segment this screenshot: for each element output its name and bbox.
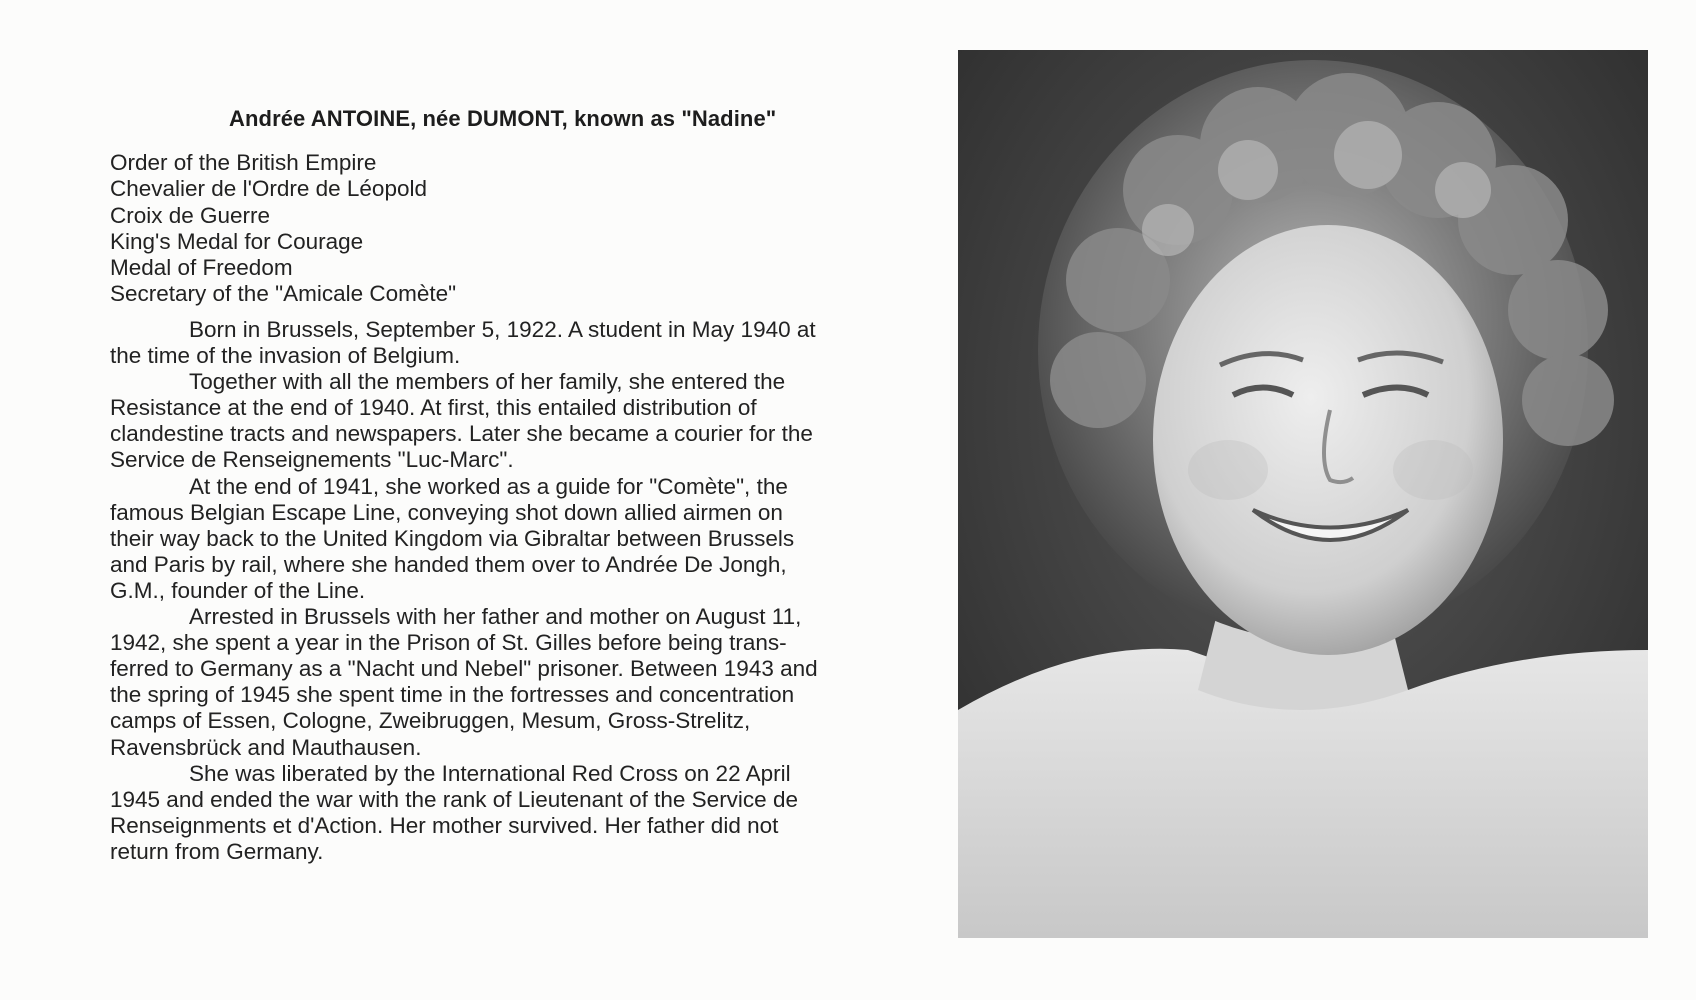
- bio-line: At the end of 1941, she worked as a guide for "Comète", the: [189, 473, 788, 499]
- portrait-photo: [958, 50, 1648, 938]
- bio-line: clandestine tracts and newspapers. Later she became a courier for the: [110, 421, 813, 447]
- honour-item: Chevalier de l'Ordre de Léopold: [110, 176, 427, 202]
- bio-line: camps of Essen, Cologne, Zweibruggen, Mesum, Gross-Strelitz,: [110, 708, 751, 734]
- bio-line: and Paris by rail, where she handed them over to Andrée De Jongh,: [110, 551, 787, 577]
- honours-list: [110, 150, 870, 308]
- bio-line: ferred to Germany as a "Nacht und Nebel" prisoner. Between 1943 and: [110, 656, 818, 682]
- honour-item: Croix de Guerre: [110, 202, 271, 228]
- face-shape: [1153, 225, 1503, 655]
- bio-line: Ravensbrück and Mauthausen.: [110, 734, 422, 760]
- honour-item: King's Medal for Courage: [110, 228, 364, 254]
- bio-line: Renseignments et d'Action. Her mother survived. Her father did not: [110, 812, 779, 838]
- bio-line: the spring of 1945 she spent time in the fortresses and concentration: [110, 682, 795, 708]
- bio-line: G.M., founder of the Line.: [110, 577, 366, 603]
- portrait-illustration: [958, 50, 1648, 938]
- bio-line: the time of the invasion of Belgium.: [110, 343, 461, 369]
- honour-item: Medal of Freedom: [110, 255, 293, 281]
- bio-line: She was liberated by the International Red Cross on 22 April: [189, 760, 791, 786]
- honour-item: Order of the British Empire: [110, 150, 377, 175]
- bio-line: Resistance at the end of 1940. At first, this entailed distribution of: [110, 395, 757, 421]
- page-title: Andrée ANTOINE, née DUMONT, known as "Nadine": [229, 106, 777, 131]
- honour-item: Secretary of the "Amicale Comète": [110, 281, 457, 307]
- bio-line: Arrested in Brussels with her father and mother on August 11,: [189, 604, 802, 630]
- bio-line: their way back to the United Kingdom via Gibraltar between Brussels: [110, 525, 795, 551]
- bio-line: return from Germany.: [110, 838, 324, 864]
- bio-line: 1945 and ended the war with the rank of Lieutenant of the Service de: [110, 786, 798, 812]
- bio-line: Born in Brussels, September 5, 1922. A student in May 1940 at: [189, 317, 816, 342]
- biography-text: [110, 317, 890, 865]
- bio-line: Together with all the members of her family, she entered the: [189, 369, 786, 395]
- bio-line: 1942, she spent a year in the Prison of St. Gilles before being trans-: [110, 630, 787, 656]
- bio-line: famous Belgian Escape Line, conveying shot down allied airmen on: [110, 499, 783, 525]
- bio-line: Service de Renseignements "Luc-Marc".: [110, 447, 514, 473]
